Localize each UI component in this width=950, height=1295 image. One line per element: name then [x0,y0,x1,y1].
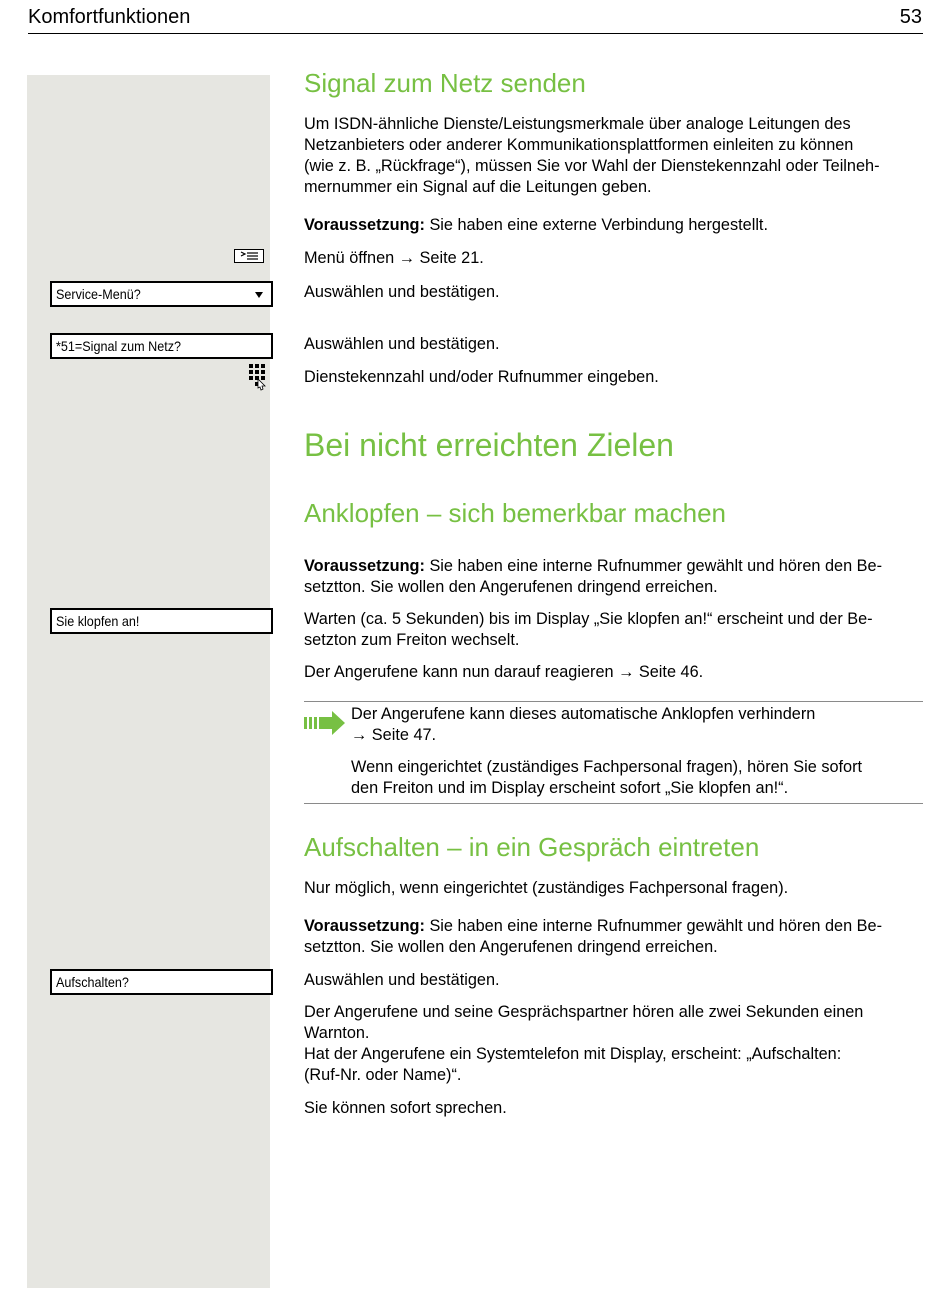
display-text: Sie klopfen an! [56,613,140,629]
warn-paragraph [304,1002,924,1086]
section-heading-unreached: Bei nicht erreichten Zielen [304,427,674,463]
display-service-menu[interactable] [50,281,273,307]
warn-line: (Ruf-Nr. oder Name)“. [304,1066,462,1084]
note-text-2 [351,757,921,799]
step-select-1: Auswählen und bestätigen. [304,283,500,301]
step-wait [304,609,924,651]
display-text: Aufschalten? [56,974,129,990]
prereq-text: setztton. Sie wollen den Angerufenen dringend erreichen. [304,578,718,596]
step-select-2: Auswählen und bestätigen. [304,335,500,353]
prereq-text: Sie haben eine interne Rufnummer gewählt und hören den Be- [424,557,882,575]
subheading-call-waiting: Anklopfen – sich bemerkbar machen [304,498,727,528]
prerequisite-1 [304,215,924,236]
only-if-text: Nur möglich, wenn eingerichtet (zuständiges Fachpersonal fragen). [304,879,789,897]
step-menu-open: Menü öffnen → Seite 21. [304,249,484,267]
note-line: Wenn eingerichtet (zuständiges Fachpersonal fragen), hören Sie sofort [351,758,863,776]
intro-line: Um ISDN-ähnliche Dienste/Leistungsmerkmale über analoge Leitungen des [304,115,851,133]
warn-line: Der Angerufene und seine Gesprächspartner hören alle zwei Sekunden einen [304,1003,864,1021]
intro-paragraph [304,114,924,198]
step-select-3: Auswählen und bestätigen. [304,971,500,989]
prereq-label: Voraussetzung: [304,917,425,935]
display-signal-to-network[interactable] [50,333,273,359]
display-knocking[interactable] [50,608,273,634]
page-number: 53 [899,6,922,28]
note-line: den Freiton und im Display erscheint sofort „Sie klopfen an!“. [351,779,789,797]
prereq-label: Voraussetzung: [304,557,425,575]
note-line: Der Angerufene kann dieses automatische Anklopfen verhindern [351,705,816,723]
reaction-text: Der Angerufene kann nun darauf reagieren → Seite 46. [304,663,704,681]
step-dial: Dienstekennzahl und/oder Rufnummer eingeben. [304,368,659,386]
note-text-1 [351,704,921,746]
keypad-icon [248,363,268,391]
warn-line: Hat der Angerufene ein Systemtelefon mit Display, erscheint: „Aufschalten: [304,1045,842,1063]
prereq-text: Sie haben eine interne Rufnummer gewählt und hören den Be- [424,917,882,935]
prereq-text: Sie haben eine externe Verbindung hergestellt. [424,216,768,234]
wait-line: Warten (ca. 5 Sekunden) bis im Display „Sie klopfen an!“ erscheint und der Be- [304,610,873,628]
prerequisite-3 [304,916,924,958]
warn-line: Warnton. [304,1024,370,1042]
display-text: *51=Signal zum Netz? [56,338,182,354]
prereq-text: setztton. Sie wollen den Angerufenen dringend erreichen. [304,938,718,956]
chevron-down-icon [255,292,263,298]
prerequisite-2 [304,556,924,598]
header-rule [28,33,923,34]
speak-text: Sie können sofort sprechen. [304,1099,507,1117]
wait-line: setzton zum Freiton wechselt. [304,631,520,649]
intro-line: mernummer ein Signal auf die Leitungen geben. [304,178,652,196]
menu-key-icon [234,249,264,263]
note-top-rule [304,701,923,702]
arrow-note-icon [304,711,346,735]
prereq-label: Voraussetzung: [304,216,425,234]
intro-line: (wie z. B. „Rückfrage“), müssen Sie vor Wahl der Dienstekennzahl oder Teilneh- [304,157,880,175]
section-heading-signal: Signal zum Netz senden [304,68,586,98]
note-bottom-rule [304,803,923,804]
intro-line: Netzanbieters oder anderer Kommunikationsplattformen einleiten zu können [304,136,854,154]
subheading-intrude: Aufschalten – in ein Gespräch eintreten [304,832,760,862]
display-text: Service-Menü? [56,286,141,302]
note-line: → Seite 47. [351,726,437,744]
display-intrude[interactable] [50,969,273,995]
header-title: Komfortfunktionen [28,6,191,28]
